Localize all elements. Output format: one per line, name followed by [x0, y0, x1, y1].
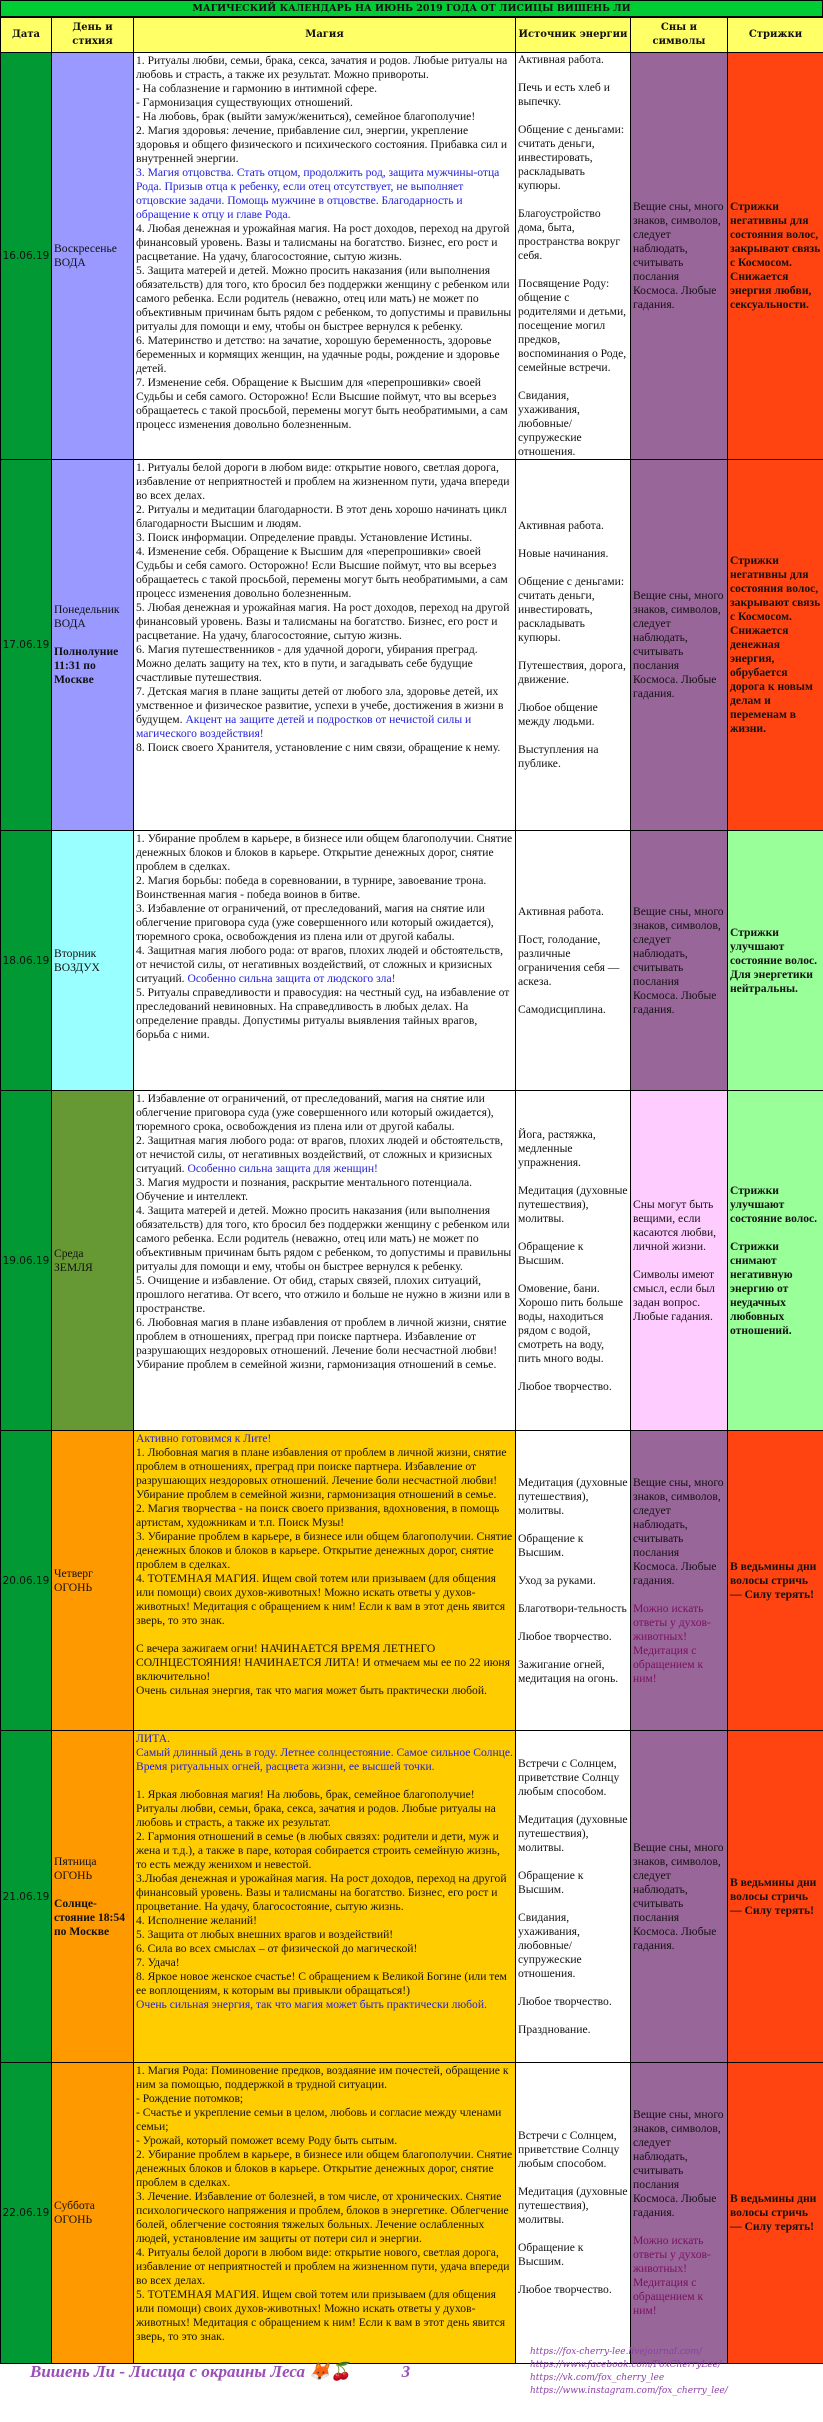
- weekday: Воскресенье: [54, 242, 117, 255]
- magic-item: [136, 1970, 513, 1998]
- weekday: Четверг: [54, 1566, 93, 1580]
- energy-item: Любое творчество.: [518, 1379, 612, 1393]
- magic-item: [136, 531, 513, 545]
- magic-text: 3. Лечение. Избавление от болезней, в том числе, от хронических. Снятие психологического напряжения и проблем, блоков в энергетике. Облегчение болей, облегчение состояния тяжелых больных. Лечение ослабленных людей, установление им защиты от потери сил и энергии.: [136, 2190, 509, 2245]
- energy-item: Путешествия, дорога, движение.: [518, 659, 626, 686]
- magic-item: [136, 1316, 513, 1372]
- weekday: Вторник: [54, 946, 97, 960]
- date-cell: 19.06.19: [1, 1091, 52, 1431]
- magic-text: 4. Ритуалы белой дороги в любом виде: открытие нового, светлая дорога, избавление от неприятностей и проблем на жизненном пути, удача впереди во всех делах.: [136, 2246, 510, 2287]
- magic-accent-text: Самый длинный день в году. Летнее солнцестояние. Самое сильное Солнце.: [136, 1746, 513, 1759]
- blank-line: [136, 1628, 513, 1642]
- day-row: [1, 1091, 823, 1431]
- magic-cell: [134, 1431, 516, 1731]
- day-row: [1, 2063, 823, 2364]
- magic-item: [136, 1788, 513, 1830]
- magic-accent-text: Особенно сильна защита для женщин!: [187, 1162, 378, 1175]
- energy-item: Медитация (духовные путешествия), молитвы.: [518, 1812, 628, 1854]
- date-cell: 16.06.19: [1, 53, 52, 460]
- energy-cell: [516, 1091, 631, 1431]
- energy-item: Медитация (духовные путешествия), молитвы.: [518, 2185, 628, 2226]
- date-cell: 21.06.19: [1, 1731, 52, 2063]
- magic-item: [136, 1572, 513, 1628]
- energy-item: Свидания, ухаживания, любовные/ супружеские отношения.: [518, 1910, 582, 1980]
- weekday: Пятница: [54, 1854, 97, 1868]
- magic-accent-text: Особенно сильна защита от людского зла!: [187, 972, 396, 985]
- day-row: [1, 460, 823, 831]
- energy-item: Омовение, бани. Хорошо пить больше воды, находиться рядом с водой, смотреть на воду, пить много воды.: [518, 1281, 624, 1365]
- magic-text: 2. Магия борьбы: победа в соревновании, в турнире, завоевание трона. Воинственная магия - победа воинов в битве.: [136, 874, 487, 901]
- element: ОГОНЬ: [54, 2213, 93, 2226]
- magic-item: [136, 832, 513, 874]
- energy-item: Любое творчество.: [518, 1629, 612, 1643]
- magic-text: 3. Магия мудрости и познания, раскрытие ментального потенциала. Обучение и интеллект.: [136, 1176, 473, 1203]
- magic-text: - Счастье и укрепление семьи в целом, любовь и согласие между членами семьи;: [136, 2106, 502, 2133]
- haircut-cell: [728, 1091, 823, 1431]
- header-row: [1, 18, 823, 53]
- magic-text: - На соблазнение и гармонию в интимной сфере.: [136, 82, 378, 95]
- magic-cell: [134, 460, 516, 831]
- energy-item: Общение с деньгами: считать деньги, инвестировать, раскладывать купюры.: [518, 575, 625, 644]
- magic-text: 4. Защита матерей и детей. Можно просить наказания (или выполнения обязательств) для того, кто бросил без поддержки женщину с ребенком или самого ребенка. Если родитель (неважно, отец или мать) не может по объективным причинам быть рядом с ребенком, то допустимы и правильны ритуалы для помощи и ему, чтобы он быстрее вернулся к ребенку.: [136, 1204, 512, 1273]
- energy-cell: [516, 1731, 631, 2063]
- magic-text: 4. ТОТЕМНАЯ МАГИЯ. Ищем свой тотем или призываем (для общения или помощи) своих духов-животных! Можно искать ответы у духов-животных! Медитация с обращением к ним! Если к вам в этот день явится зверь, то это знак.: [136, 1572, 506, 1627]
- magic-text: 3.Любая денежная и урожайная магия. На рост доходов, переход на другой финансовый уровень. Вазы и талисманы на богатство. Бизнес, его рост и процветание. На удачу, благосостояние, сытую жизнь.: [136, 1872, 507, 1913]
- dreams-extra-text: Можно искать ответы у духов-животных! Медитация с обращением к ним!: [633, 1601, 711, 1685]
- haircut-cell: [728, 53, 823, 460]
- energy-item: Выступления на публике.: [518, 743, 599, 770]
- magic-text: - Рождение потомков;: [136, 2092, 244, 2105]
- signature-line: [30, 2362, 510, 2382]
- magic-item: [136, 601, 513, 643]
- magic-accent-text: Акцент на защите детей и подростков от нечистой силы и магического воздействия!: [136, 713, 472, 740]
- day-row: [1, 831, 823, 1091]
- element: ОГОНЬ: [54, 1868, 93, 1882]
- dreams-text: Вещие сны, много знаков, символов, следует наблюдать, считывать послания Космоса. Любые гадания.: [633, 1840, 724, 1952]
- energy-item: Обращение к Высшим.: [518, 1868, 584, 1896]
- magic-item: [136, 2092, 513, 2106]
- energy-item: Печь и есть хлеб и выпечку.: [518, 81, 610, 108]
- energy-item: Празднование.: [518, 2022, 591, 2036]
- magic-text: 1. Ритуалы любви, семьи, брака, секса, зачатия и родов. Любые ритуалы на любовь и страсть, а также их результат. Можно привороты.: [136, 54, 508, 81]
- haircut-text: В ведьмины дни волосы стричь — Силу терять!: [730, 2192, 817, 2233]
- link-vk[interactable]: https://vk.com/fox_cherry_lee: [530, 2373, 665, 2383]
- energy-item: Новые начинания.: [518, 547, 609, 560]
- page-number: 3: [401, 2362, 411, 2381]
- dreams-text: Вещие сны, много знаков, символов, следует наблюдать, считывать послания Космоса. Любые гадания.: [633, 904, 724, 1016]
- day-cell: [52, 1091, 134, 1431]
- dreams-text: Символы имеют смысл, если был задан вопрос. Любые гадания.: [633, 1267, 715, 1323]
- magic-text: 4. Защитная магия любого рода: от врагов, плохих людей и обстоятельств, от нечистой силы, от негативных воздействий, от сложных и кризисных ситуаций.: [136, 944, 504, 985]
- magic-text: 5. Защита от любых внешних врагов и воздействий!: [136, 1928, 394, 1941]
- magic-item: [136, 2134, 513, 2148]
- dreams-text: Вещие сны, много знаков, символов, следует наблюдать, считывать послания Космоса. Любые гадания.: [633, 589, 724, 700]
- magic-cell: [134, 53, 516, 460]
- magic-item: [136, 685, 513, 741]
- day-row: [1, 53, 823, 460]
- magic-text: 7. Детская магия в плане защиты детей от любого зла, здоровье детей, их умственное и физическое развитие, успехи в учебе, достижения в жизни в будущем.: [136, 685, 504, 726]
- energy-item: Посвящение Роду: общение с родителями и детьми, посещение могил предков, воспоминания о Роде, семейные встречи.: [518, 277, 627, 374]
- energy-cell: [516, 831, 631, 1091]
- energy-item: Медитация (духовные путешествия), молитвы.: [518, 1475, 628, 1517]
- energy-item: Любое творчество.: [518, 2283, 612, 2296]
- header-magic: Магия: [134, 18, 516, 53]
- magic-item: [136, 2148, 513, 2190]
- energy-item: Пост, голодание, различные ограничения себя — аскеза.: [518, 932, 620, 988]
- calendar-title: МАГИЧЕСКИЙ КАЛЕНДАРЬ НА ИЮНЬ 2019 ГОДА ОТ ЛИСИЦЫ ВИШЕНЬ ЛИ: [0, 0, 823, 17]
- signature: Вишень Ли - Лисица с окраины Леса 🦊🍒: [30, 2362, 352, 2381]
- magic-text: 2. Ритуалы и медитации благодарности. В этот день хорошо начинать цикл благодарности Высшим и людям.: [136, 503, 507, 530]
- weekday: Понедельник: [54, 603, 120, 616]
- magic-text: 2. Убирание проблем в карьере, в бизнесе или общем благополучии. Снятие денежных блоков и блоков в карьере. Открытие денежных дорог, снятие проблем в сделках.: [136, 2148, 513, 2189]
- magic-item: [136, 1942, 513, 1956]
- magic-item: [136, 222, 513, 264]
- element: ВОДА: [54, 617, 86, 630]
- magic-text: 5. Защита матерей и детей. Можно просить наказания (или выполнения обязательств) для того, кто бросил без поддержки женщину с ребенком или самого ребенка. Если родитель (неважно, отец или мать) не может по объективным причинам быть рядом с ребенком, то допустимы и правильны ритуалы для помощи и ему, чтобы он быстрее вернулся к ребенку.: [136, 264, 512, 333]
- magic-item: [136, 1530, 513, 1572]
- magic-text: 2. Магия здоровья: лечение, прибавление сил, энергии, укрепление здоровья и общего физического и психического состояния. Прибавка сил и внутренней энергии.: [136, 124, 508, 165]
- magic-item: [136, 1956, 513, 1970]
- haircut-text: Стрижки улучшают состояние волос. Для энергетики нейтральны.: [730, 925, 818, 995]
- magic-item: [136, 1274, 513, 1316]
- energy-cell: [516, 460, 631, 831]
- magic-text: 1. Любовная магия в плане избавления от проблем в личной жизни, снятие проблем в отношениях, преград при поиске партнера. Избавление от разрушающих нездоровых отношений. Лечение боли несчастной любви! Убирание проблем в семейной жизни, гармонизация отношений в семье.: [136, 1446, 507, 1501]
- energy-item: Медитация (духовные путешествия), молитвы.: [518, 1183, 628, 1225]
- element: ВОДА: [54, 256, 86, 269]
- haircut-text: Стрижки снимают негативную энергию от неудачных любовных отношений.: [730, 1239, 793, 1337]
- magic-item: [136, 1998, 513, 2012]
- magic-item: [136, 741, 513, 755]
- magic-item: [136, 545, 513, 601]
- magic-text: С вечера зажигаем огни! НАЧИНАЕТСЯ ВРЕМЯ ЛЕТНЕГО СОЛНЦЕСТОЯНИЯ! НАЧИНАЕТСЯ ЛИТА! И отмечаем мы ее по 22 июня включительно!: [136, 1642, 510, 1683]
- energy-item: Зажигание огней, медитация на огонь.: [518, 1657, 619, 1685]
- magic-item: [136, 2064, 513, 2092]
- link-livejournal[interactable]: https://fox-cherry-lee.livejournal.com/: [530, 2347, 702, 2357]
- dreams-cell: [631, 1731, 728, 2063]
- date-cell: 18.06.19: [1, 831, 52, 1091]
- magic-item: [136, 1760, 513, 1774]
- magic-text: 6. Магия путешественников - для удачной дороги, убирания преград. Можно делать защиту на тех, кто в пути, и загадывать себе будущие счастливые путешествия.: [136, 643, 478, 684]
- header-dreams: Сны и символы: [631, 18, 728, 53]
- energy-item: Уход за руками.: [518, 1573, 596, 1587]
- day-cell: [52, 1731, 134, 2063]
- energy-cell: [516, 53, 631, 460]
- magic-item: [136, 96, 513, 110]
- magic-text: 8. Яркое новое женское счастье! С обращением к Великой Богине (или тем ее воплощениям, к которым вы привыкли обращаться!): [136, 1970, 507, 1997]
- astro-event: Солнце-стояние 18:54 по Москве: [54, 1896, 125, 1938]
- magic-item: [136, 1732, 513, 1746]
- magic-item: [136, 264, 513, 334]
- energy-item: Обращение к Высшим.: [518, 1531, 584, 1559]
- energy-item: Обращение к Высшим.: [518, 1239, 584, 1267]
- magic-text: - На любовь, брак (выйти замуж/жениться), семейное благополучие!: [136, 110, 476, 123]
- magic-item: [136, 2288, 513, 2344]
- magic-item: [136, 461, 513, 503]
- haircut-text: В ведьмины дни волосы стричь — Силу терять!: [730, 1875, 817, 1917]
- energy-item: Общение с деньгами: считать деньги, инвестировать, раскладывать купюры.: [518, 123, 625, 192]
- link-facebook[interactable]: https://www.facebook.com/FoxCherryLee/: [530, 2360, 722, 2370]
- magic-text: 3. Поиск информации. Определение правды. Установление Истины.: [136, 531, 473, 544]
- energy-item: Активная работа.: [518, 53, 604, 66]
- magic-cell: [134, 831, 516, 1091]
- magic-item: [136, 944, 513, 986]
- magic-text: Очень сильная энергия, так что магия может быть практически любой.: [136, 1684, 487, 1697]
- energy-item: Встречи с Солнцем, приветствие Солнцу любым способом.: [518, 1756, 620, 1798]
- energy-item: Свидания, ухаживания, любовные/ супружеские отношения.: [518, 389, 582, 458]
- magic-text: 3. Убирание проблем в карьере, в бизнесе или общем благополучии. Снятие денежных блоков и блоков в карьере. Открытие денежных дорог, снятие проблем в сделках.: [136, 1530, 513, 1571]
- magic-text: 6. Материнство и детство: на зачатие, хорошую беременность, здоровье беременных и кормящих женщин, на удачные роды, рождение и здоровье детей.: [136, 334, 500, 375]
- magic-accent-text: Очень сильная энергия, так что магия может быть практически любой.: [136, 1998, 487, 2011]
- astro-event: Полнолуние 11:31 по Москве: [54, 645, 119, 686]
- dreams-extra-text: Можно искать ответы у духов-животных! Медитация с обращением к ним!: [633, 2234, 711, 2317]
- day-cell: [52, 1431, 134, 1731]
- magic-text: 4. Исполнение желаний!: [136, 1914, 257, 1927]
- haircut-cell: [728, 831, 823, 1091]
- haircut-cell: [728, 1431, 823, 1731]
- dreams-cell: [631, 53, 728, 460]
- magic-item: [136, 2190, 513, 2246]
- magic-item: [136, 2106, 513, 2134]
- magic-item: [136, 2246, 513, 2288]
- magic-text: 1. Убирание проблем в карьере, в бизнесе или общем благополучии. Снятие денежных блоков и блоков в карьере. Открытие денежных дорог, снятие проблем в сделках.: [136, 832, 513, 873]
- date-cell: 22.06.19: [1, 2063, 52, 2364]
- energy-item: Благотвори-тельность: [518, 1601, 627, 1615]
- energy-item: Активная работа.: [518, 519, 604, 532]
- header-haircut: Стрижки: [728, 18, 823, 53]
- magic-item: [136, 82, 513, 96]
- dreams-cell: [631, 1431, 728, 1731]
- element: ВОЗДУХ: [54, 960, 100, 974]
- magic-item: [136, 376, 513, 432]
- haircut-cell: [728, 1731, 823, 2063]
- magic-text: 7. Удача!: [136, 1956, 180, 1969]
- magic-item: [136, 1928, 513, 1942]
- magic-text: 5. Любая денежная и урожайная магия. На рост доходов, переход на другой финансовый уровень. Вазы и талисманы на богатство. Бизнес, его рост и расцветание. На удачу, благосостояние, сытую жизнь.: [136, 601, 510, 642]
- magic-text: 4. Изменение себя. Обращение к Высшим для «перепрошивки» своей Судьбы и себя самого. Осторожно! Если Высшие поймут, что вы всерьез обращаетесь с такой просьбой, перемены могут быть необратимыми, а сам процесс изменения довольно болезненным.: [136, 545, 508, 600]
- magic-accent-text: 3. Магия отцовства. Стать отцом, продолжить род, защита мужчины-отца Рода. Призыв отца к ребенку, если отец отсутствует, не выполняет отцовские задачи. Помощь мужчине в отцовстве. Благодарность и обращение к отцу и главе Рода.: [136, 166, 500, 221]
- energy-cell: [516, 2063, 631, 2364]
- magic-cell: [134, 1091, 516, 1431]
- energy-item: Йога, растяжка, медленные упражнения.: [518, 1127, 596, 1169]
- weekday: Суббота: [54, 2199, 95, 2212]
- magic-item: [136, 1914, 513, 1928]
- magic-accent-text: Активно готовимся к Лите!: [136, 1432, 272, 1445]
- magic-text: 4. Любая денежная и урожайная магия. На рост доходов, переход на другой финансовый уровень. Вазы и талисманы на богатство. Бизнес, его рост и расцветание. На удачу, благосостояние, сытую жизнь.: [136, 222, 510, 263]
- energy-item: Благоустройство дома, быта, пространства вокруг себя.: [518, 207, 621, 262]
- energy-item: Любое творчество.: [518, 1994, 612, 2008]
- magic-item: [136, 1092, 513, 1134]
- dreams-cell: [631, 460, 728, 831]
- header-energy: Источник энергии: [516, 18, 631, 53]
- magic-text: 5. Ритуалы справедливости и правосудия: на честный суд, на избавление от преследований невиновных. На справедливость в любых делах. На определение правды. Допустимы ритуалы выявления тайных врагов, борьба с ними.: [136, 986, 510, 1041]
- energy-item: Любое общение между людьми.: [518, 701, 598, 728]
- day-cell: [52, 2063, 134, 2364]
- magic-cell: [134, 2063, 516, 2364]
- social-links: [530, 2346, 728, 2398]
- haircut-cell: [728, 2063, 823, 2364]
- blank-line: [136, 1774, 513, 1788]
- magic-item: [136, 1502, 513, 1530]
- element: ОГОНЬ: [54, 1580, 93, 1594]
- dreams-cell: [631, 1091, 728, 1431]
- magic-text: 1. Яркая любовная магия! На любовь, брак, семейное благополучие! Ритуалы любви, семьи, брака, секса, зачатия и родов. Любые ритуалы на любовь и страсть, а также их результат.: [136, 1788, 496, 1829]
- energy-item: Активная работа.: [518, 904, 604, 918]
- magic-text: 6. Любовная магия в плане избавления от проблем в личной жизни, снятие проблем в отношениях, преград при поиске партнера. Избавление от разрушающих нездоровых отношений. Лечение боли несчастной любви! Убирание проблем в семейной жизни, гармонизация отношений в семье.: [136, 1316, 507, 1371]
- magic-item: [136, 166, 513, 222]
- magic-item: [136, 1134, 513, 1176]
- date-cell: 17.06.19: [1, 460, 52, 831]
- haircut-text: В ведьмины дни волосы стричь — Силу терять!: [730, 1559, 817, 1601]
- date-cell: 20.06.19: [1, 1431, 52, 1731]
- energy-item: Обращение к Высшим.: [518, 2241, 584, 2268]
- magic-item: [136, 1872, 513, 1914]
- magic-item: [136, 986, 513, 1042]
- magic-accent-text: Время ритуальных огней, расцвета жизни, ее высшей точки.: [136, 1760, 435, 1773]
- haircut-cell: [728, 460, 823, 831]
- link-instagram[interactable]: https://www.instagram.com/fox_cherry_lee/: [530, 2386, 728, 2396]
- dreams-text: Вещие сны, много знаков, символов, следует наблюдать, считывать послания Космоса. Любые гадания.: [633, 1475, 724, 1587]
- magic-text: 5. ТОТЕМНАЯ МАГИЯ. Ищем свой тотем или призываем (для общения или помощи) своих духов-животных! Можно искать ответы у духов-животных! Медитация с обращением к ним! Если к вам в этот день явится зверь, то это знак.: [136, 2288, 506, 2343]
- dreams-text: Вещие сны, много знаков, символов, следует наблюдать, считывать послания Космоса. Любые гадания.: [633, 2108, 724, 2219]
- magic-item: [136, 334, 513, 376]
- magic-text: 7. Изменение себя. Обращение к Высшим для «перепрошивки» своей Судьбы и себя самого. Осторожно! Если Высшие поймут, что вы всерьез обращаетесь с такой просьбой, перемены могут быть необратимыми, а сам процесс изменения довольно болезненным.: [136, 376, 508, 431]
- energy-item: Встречи с Солнцем, приветствие Солнцу любым способом.: [518, 2129, 620, 2170]
- magic-text: 3. Избавление от ограничений, от преследований, магия на снятие или облегчение приговора суда (уже совершенного или который ожидается), тюремного срока, освобождения из плена или от другой кабалы.: [136, 902, 494, 943]
- haircut-text: Стрижки улучшают состояние волос.: [730, 1183, 818, 1225]
- magic-item: [136, 1746, 513, 1760]
- magic-item: [136, 1432, 513, 1446]
- energy-item: Самодисциплина.: [518, 1002, 606, 1016]
- dreams-cell: [631, 2063, 728, 2364]
- magic-text: 1. Магия Рода: Поминовение предков, воздаяние им почестей, обращение к ним за помощью, поддержкой в трудной ситуации.: [136, 2064, 509, 2091]
- magic-item: [136, 1830, 513, 1872]
- magic-item: [136, 874, 513, 902]
- magic-text: 2. Защитная магия любого рода: от врагов, плохих людей и обстоятельств, от нечистой силы, от негативных воздействий, от сложных и кризисных ситуаций.: [136, 1134, 504, 1175]
- day-row: [1, 1731, 823, 2063]
- magic-item: [136, 1642, 513, 1684]
- magic-text: 1. Ритуалы белой дороги в любом виде: открытие нового, светлая дорога, избавление от неприятностей и проблем на жизненном пути, удача впереди во всех делах.: [136, 461, 510, 502]
- magic-item: [136, 1204, 513, 1274]
- magic-text: 6. Сила во всех смыслах – от физической до магической!: [136, 1942, 418, 1955]
- magic-text: 2. Гармония отношений в семье (в любых связях: родители и дети, муж и жена и т.д.), а также в паре, которая собирается строить семейную жизнь, то есть между женихом и невестой.: [136, 1830, 500, 1871]
- header-day: День и стихия: [52, 18, 134, 53]
- dreams-text: Вещие сны, много знаков, символов, следует наблюдать, считывать послания Космоса. Любые гадания.: [633, 200, 724, 311]
- magic-item: [136, 124, 513, 166]
- day-cell: [52, 831, 134, 1091]
- footer: [0, 2338, 823, 2422]
- magic-item: [136, 902, 513, 944]
- magic-text: - Урожай, который поможет всему Роду быть сытым.: [136, 2134, 398, 2147]
- magic-text: 8. Поиск своего Хранителя, установление с ним связи, обращение к нему.: [136, 741, 501, 754]
- day-cell: [52, 460, 134, 831]
- magic-item: [136, 503, 513, 531]
- magic-item: [136, 54, 513, 82]
- energy-cell: [516, 1431, 631, 1731]
- weekday: Среда: [54, 1246, 84, 1260]
- dreams-text: Сны могут быть вещими, если касаются любви, личной жизни.: [633, 1197, 717, 1253]
- day-cell: [52, 53, 134, 460]
- magic-item: [136, 643, 513, 685]
- magic-cell: [134, 1731, 516, 2063]
- haircut-text: Стрижки негативны для состояния волос, закрывают связь с Космосом. Снижается денежная энергия, обрубается дорога к новым делам и переменам в жизни.: [730, 554, 821, 735]
- calendar-table: [0, 17, 823, 2364]
- magic-item: [136, 1684, 513, 1698]
- magic-text: 1. Избавление от ограничений, от преследований, магия на снятие или облегчение приговора суда (уже совершенного или который ожидается), тюремного срока, освобождения из плена или от другой кабалы.: [136, 1092, 494, 1133]
- header-date: Дата: [1, 18, 52, 53]
- day-row: [1, 1431, 823, 1731]
- magic-text: 5. Очищение и избавление. От обид, старых связей, плохих ситуаций, прошлого негатива. От всего, что отжило и больше не нужно в жизни или в пространстве.: [136, 1274, 510, 1315]
- magic-text: - Гармонизация существующих отношений.: [136, 96, 353, 109]
- element: ЗЕМЛЯ: [54, 1260, 93, 1274]
- dreams-cell: [631, 831, 728, 1091]
- magic-item: [136, 1176, 513, 1204]
- magic-item: [136, 1446, 513, 1502]
- magic-item: [136, 110, 513, 124]
- magic-accent-text: ЛИТА.: [136, 1732, 171, 1745]
- magic-text: 2. Магия творчества - на поиск своего призвания, вдохновения, в помощь артистам, художникам и т.п. Поиск Музы!: [136, 1502, 500, 1529]
- haircut-text: Стрижки негативны для состояния волос, закрывают связь с Космосом. Снижается энергия любви, сексуальности.: [730, 200, 821, 311]
